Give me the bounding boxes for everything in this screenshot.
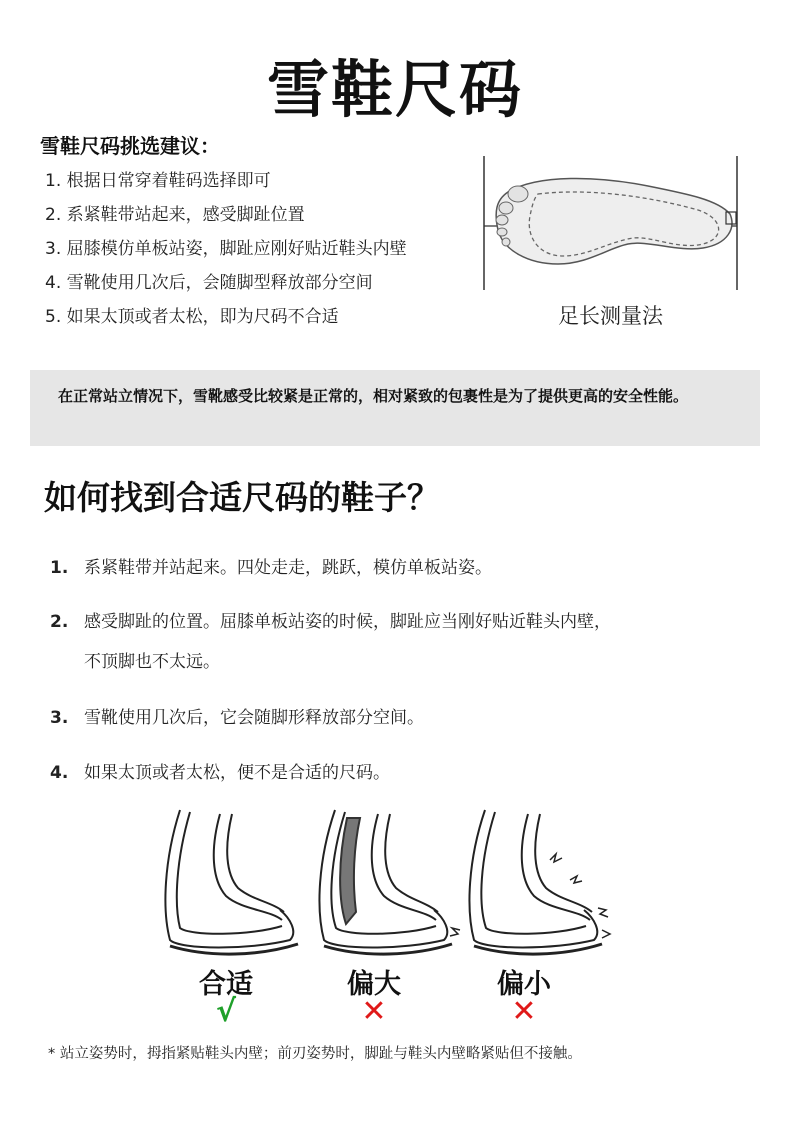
page-title: 雪鞋尺码 <box>266 53 523 126</box>
tip-item: 1. 根据日常穿着鞋码选择即可 <box>45 171 271 191</box>
step-text: 感受脚趾的位置。屈膝单板站姿的时候，脚趾应当刚好贴近鞋头内壁， <box>84 612 611 632</box>
foot-figure-caption: 足长测量法 <box>558 304 663 328</box>
step-number: 4. <box>50 763 69 783</box>
cross-icon: ✕ <box>511 994 537 1029</box>
step-item <box>50 548 492 588</box>
step-number: 3. <box>50 708 69 728</box>
tips-heading: 雪鞋尺码挑选建议： <box>40 134 220 158</box>
step-text: 如果太顶或者太松，便不是合适的尺码。 <box>84 763 390 783</box>
fit-label-large: 偏大 <box>347 969 401 1000</box>
check-icon: √ <box>215 994 236 1029</box>
fit-label-correct: 合适 <box>199 969 253 1000</box>
tip-item: 4. 雪靴使用几次后，会随脚型释放部分空间 <box>45 273 373 293</box>
boot-fit-correct-icon <box>165 810 298 954</box>
step-item <box>50 602 611 682</box>
tip-item: 2. 系紧鞋带站起来，感受脚趾位置 <box>45 205 305 225</box>
foot-outline-icon <box>478 152 743 294</box>
footnote: * 站立姿势时，拇指紧贴鞋头内壁；前刃姿势时，脚趾与鞋头内壁略紧贴但不接触。 <box>48 1046 582 1062</box>
cross-icon: ✕ <box>361 994 387 1029</box>
fit-label-small: 偏小 <box>497 969 551 1000</box>
notice-box: 在正常站立情况下，雪靴感受比较紧是正常的，相对紧致的包裹性是为了提供更高的安全性能。 <box>30 370 760 446</box>
boot-fit-illustration <box>150 800 630 970</box>
step-number: 2. <box>50 612 69 632</box>
boot-fit-large-icon <box>319 810 452 954</box>
tip-item: 3. 屈膝模仿单板站姿，脚趾应刚好贴近鞋头内壁 <box>45 239 407 259</box>
step-number: 1. <box>50 558 69 578</box>
step-item <box>50 698 424 738</box>
section-heading: 如何找到合适尺码的鞋子？ <box>44 478 440 517</box>
tips-list <box>45 168 407 338</box>
step-item <box>50 753 390 793</box>
step-text: 雪靴使用几次后，它会随脚形释放部分空间。 <box>84 708 424 728</box>
step-text: 系紧鞋带并站起来。四处走走，跳跃，模仿单板站姿。 <box>84 558 492 578</box>
boot-fit-small-icon <box>450 810 610 954</box>
step-text: 不顶脚也不太远。 <box>84 652 220 672</box>
tip-item: 5. 如果太顶或者太松，即为尺码不合适 <box>45 307 339 327</box>
